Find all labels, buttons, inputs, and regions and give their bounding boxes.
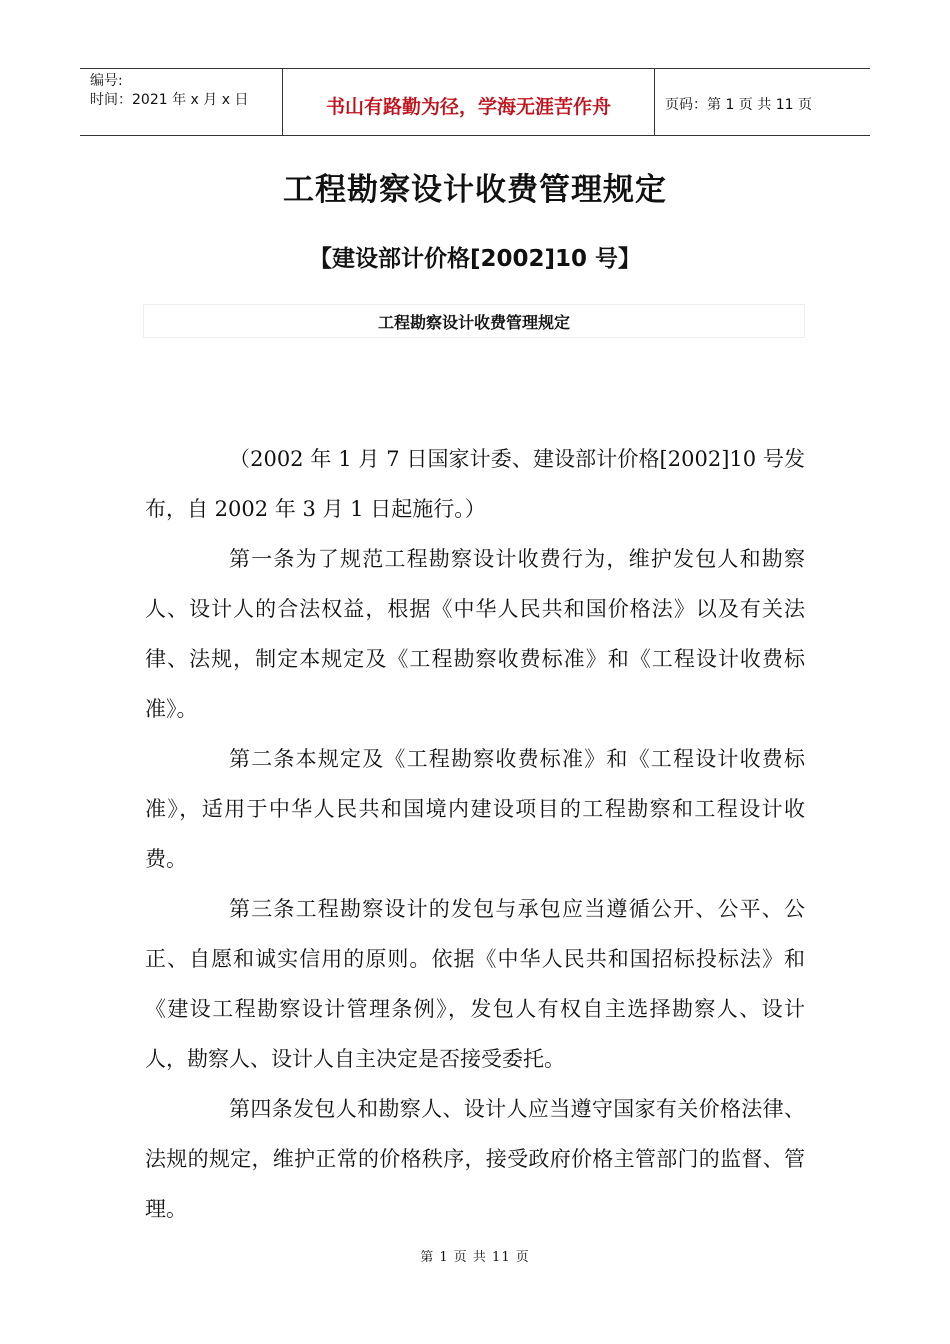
document-title: 工程勘察设计收费管理规定 [283,172,667,208]
paragraph-preamble: （2002 年 1 月 7 日国家计委、建设部计价格[2002]10 号发布，自 2002 年 3 月 1 日起施行。） [145,447,805,521]
header-page-cell [655,69,870,135]
paragraph-article-4: 第四条发包人和勘察人、设计人应当遵守国家有关价格法律、法规的规定，维护正常的价格秩序，接受政府价格主管部门的监督、管理。 [145,1097,805,1221]
page-footer: 第 1 页 共 11 页 [420,1250,530,1265]
document-subtitle: 【建设部计价格[2002]10 号】 [308,246,642,272]
time-label: 时间：2021 年 x 月 x 日 [90,92,249,108]
document-body [145,434,805,1234]
paragraph-article-1: 第一条为了规范工程勘察设计收费行为，维护发包人和勘察人、设计人的合法权益，根据《中华人民共和国价格法》以及有关法律、法规，制定本规定及《工程勘察收费标准》和《工程设计收费标准》。 [145,547,805,721]
motto-text: 书山有路勤为径，学海无涯苦作舟 [325,95,611,118]
header-info-cell [80,69,282,135]
inner-heading-box [143,304,805,338]
serial-label: 编号: [90,73,123,89]
document-header [80,68,870,136]
paragraph-article-3: 第三条工程勘察设计的发包与承包应当遵循公开、公平、公正、自愿和诚实信用的原则。依据《中华人民共和国招标投标法》和《建设工程勘察设计管理条例》，发包人有权自主选择勘察人、设计人，勘察人、设计人自主决定是否接受委托。 [145,897,805,1071]
inner-heading: 工程勘察设计收费管理规定 [377,312,570,332]
paragraph-article-2: 第二条本规定及《工程勘察收费标准》和《工程设计收费标准》，适用于中华人民共和国境内建设项目的工程勘察和工程设计收费。 [145,747,805,871]
header-motto-cell [282,69,655,135]
page-info: 页码：第 1 页 共 11 页 [665,97,812,113]
